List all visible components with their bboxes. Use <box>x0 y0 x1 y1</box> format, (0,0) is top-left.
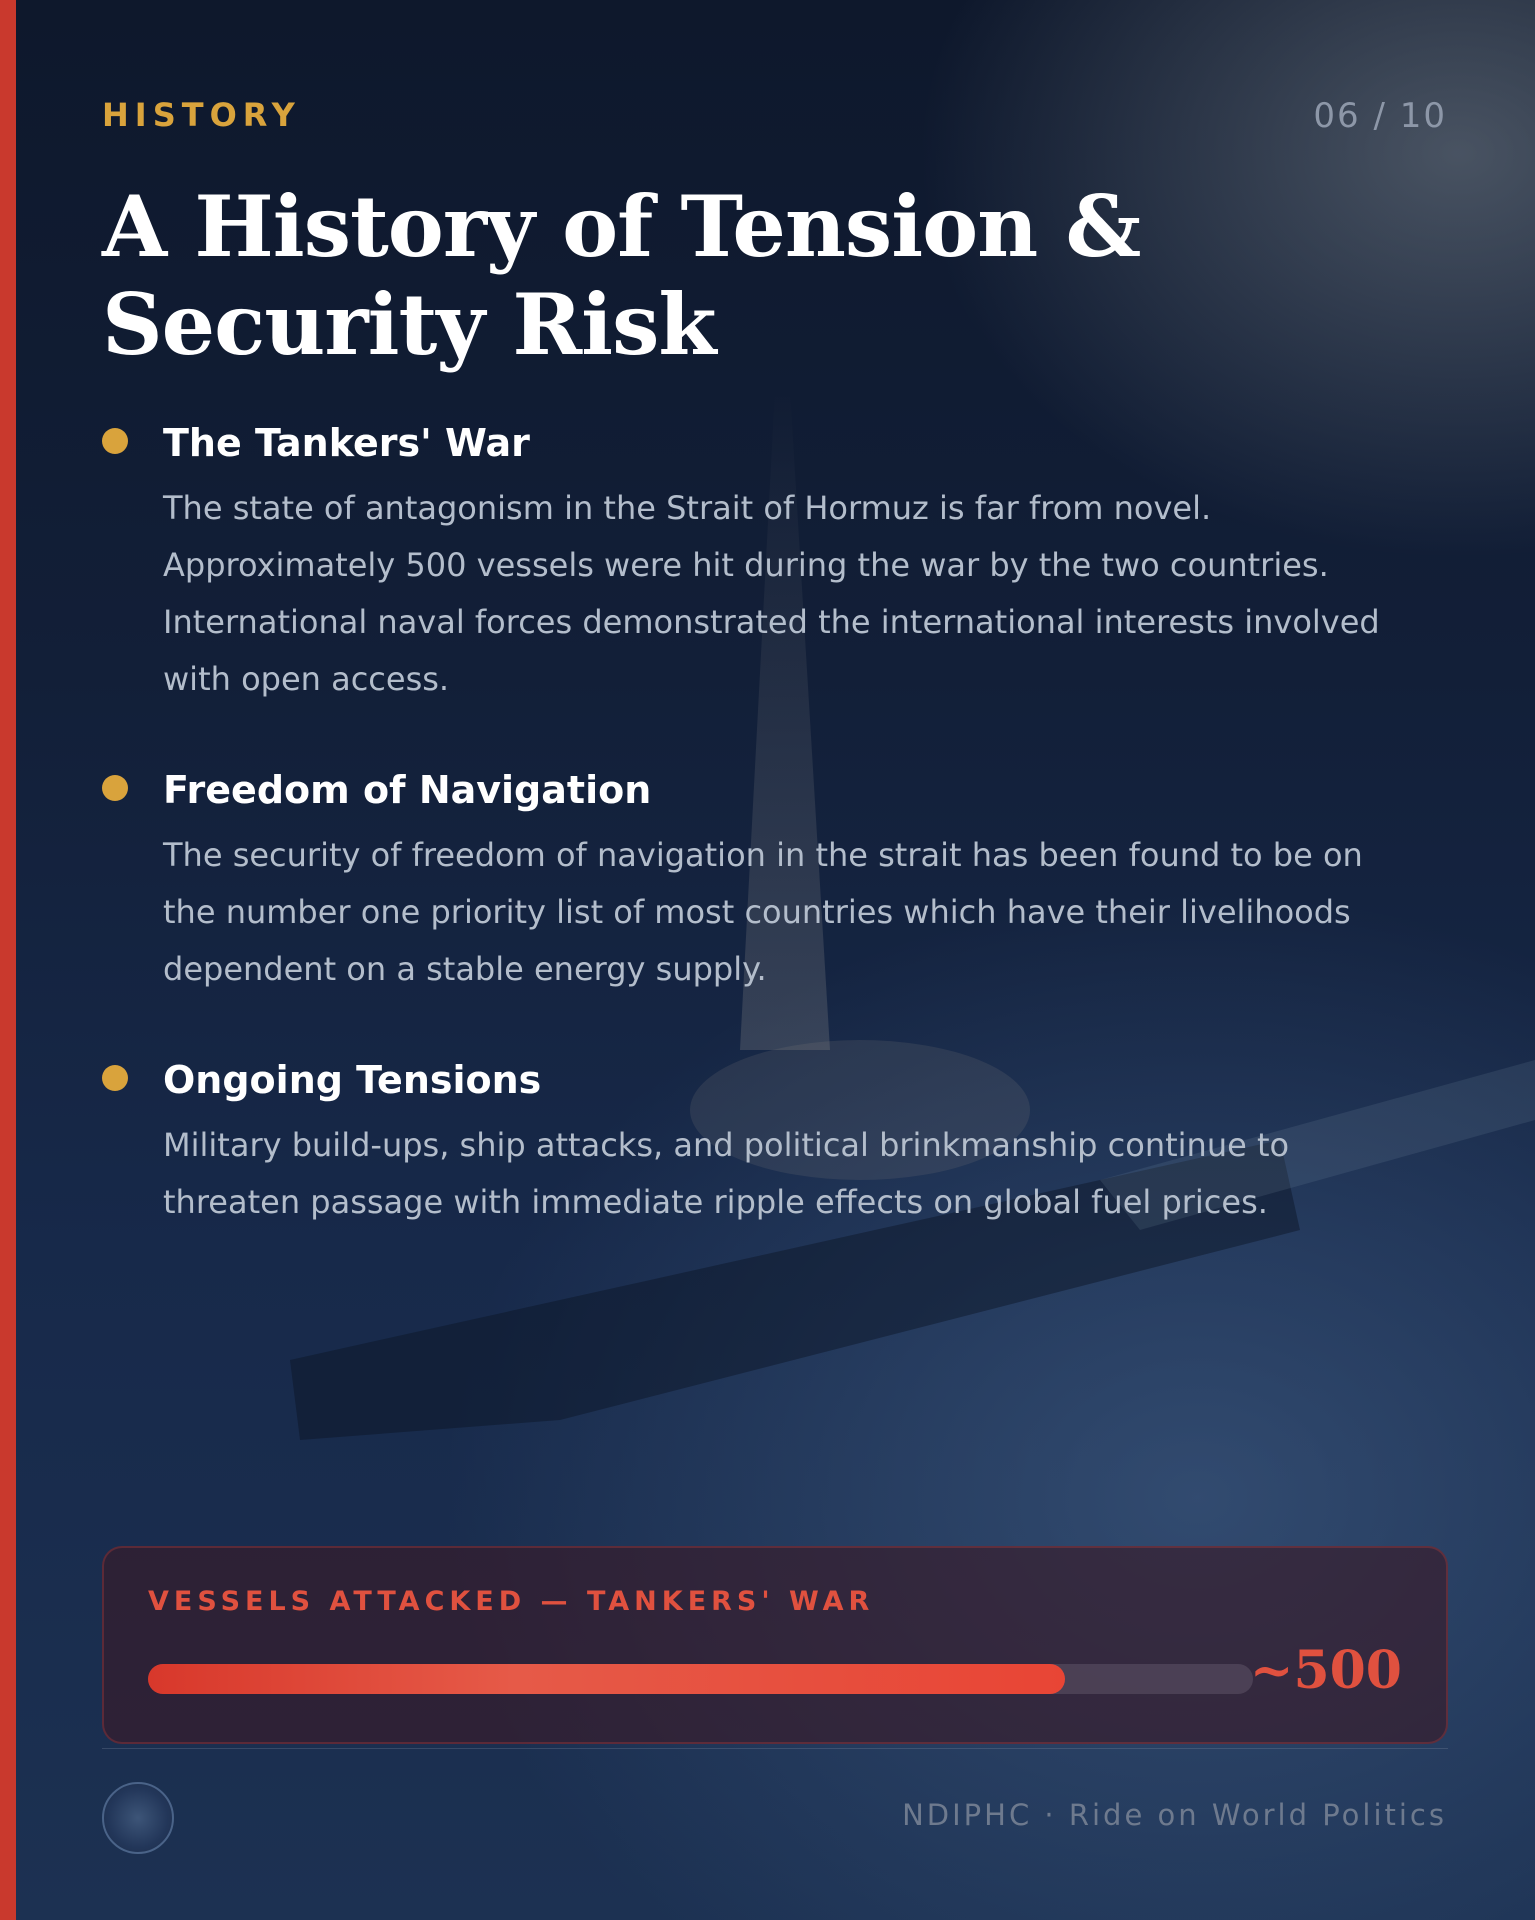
point-body: Military build-ups, ship attacks, and political brinkmanship continue to threaten passage with immediate ripple effects on global fuel prices. <box>163 1126 1290 1221</box>
seal-icon <box>102 1782 174 1854</box>
footer-text: NDIPHC · Ride on World Politics <box>902 1798 1447 1832</box>
list-item-tankers-war <box>102 418 1422 708</box>
bullet-icon <box>102 775 128 801</box>
stat-panel <box>102 1546 1448 1744</box>
point-heading: Ongoing Tensions <box>163 1058 542 1102</box>
footer-divider <box>102 1748 1448 1749</box>
point-body: The state of antagonism in the Strait of Hormuz is far from novel. Approximately 500 vessels were hit during the war by the two countries. International naval forces demonstrated the international interests involved with open access. <box>163 489 1380 698</box>
progress-track <box>148 1664 1253 1694</box>
point-heading: The Tankers' War <box>163 421 530 465</box>
point-body: The security of freedom of navigation in the strait has been found to be on the number one priority list of most countries which have their livelihoods dependent on a stable energy supply. <box>163 836 1363 988</box>
stat-label: VESSELS ATTACKED — TANKERS' WAR <box>148 1586 875 1617</box>
list-item-freedom-of-navigation <box>102 765 1422 998</box>
bullet-icon <box>102 428 128 454</box>
section-tag: HISTORY <box>102 96 301 134</box>
bullet-icon <box>102 1065 128 1091</box>
point-heading: Freedom of Navigation <box>163 768 652 812</box>
page-counter: 06 / 10 <box>1313 96 1447 136</box>
stat-value: ~500 <box>1249 1640 1402 1701</box>
page-title: A History of Tension & Security Risk <box>102 177 1141 374</box>
list-item-ongoing-tensions <box>102 1055 1422 1231</box>
progress-fill <box>148 1664 1065 1694</box>
